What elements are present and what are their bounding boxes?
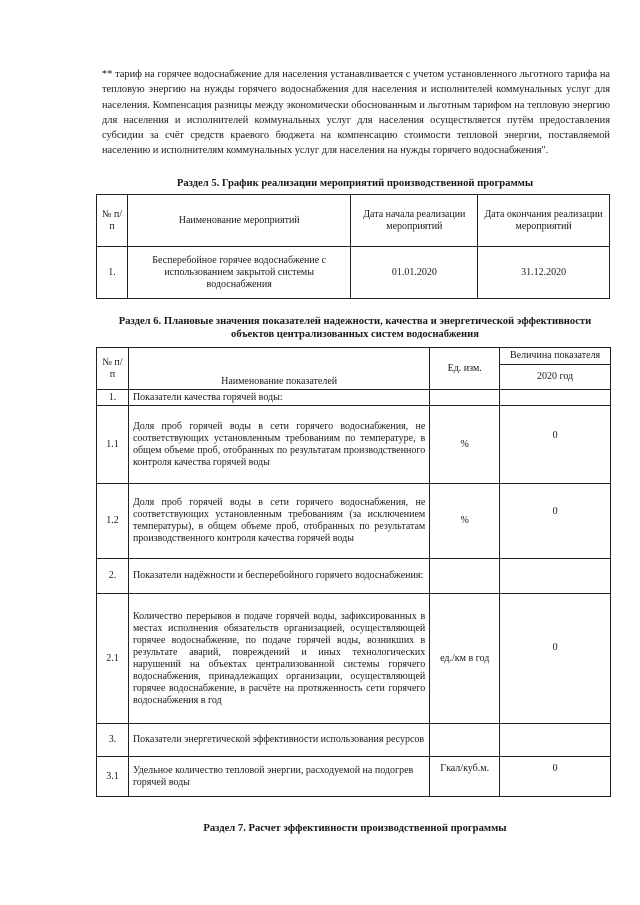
header-unit: Ед. изм. [430, 348, 500, 390]
header-name: Наименование мероприятий [127, 195, 350, 247]
row-value [500, 390, 611, 406]
header-start: Дата начала реализации мероприятий [351, 195, 478, 247]
row-num: 3.1 [97, 757, 129, 797]
row-value [500, 724, 611, 757]
row-num: 1. [97, 247, 128, 299]
header-end: Дата окончания реализации мероприятий [478, 195, 610, 247]
row-unit [430, 390, 500, 406]
row-name: Показатели энергетической эффективности использования ресурсов [128, 724, 429, 757]
row-value: 0 [500, 406, 611, 484]
row-unit [430, 724, 500, 757]
table-row [97, 247, 610, 299]
row-name: Количество перерывов в подаче горячей воды, зафиксированных в местах исполнения обязательств организацией, осуществляющей горячее водоснабжение, по подаче горячей воды, возникших в результате аварий, повреждений и иных технологических нарушений на объектах централизованной системы горячего водоснабжения, принадлежащих организации, осуществляющей горячее водоснабжение, в расчёте на протяженность сети горячего водоснабжения в год [128, 594, 429, 724]
row-unit: Гкал/куб.м. [430, 757, 500, 797]
section6-table [96, 347, 611, 797]
row-value [500, 559, 611, 594]
row-value: 0 [500, 484, 611, 559]
row-name: Удельное количество тепловой энергии, расходуемой на подогрев горячей воды [128, 757, 429, 797]
header-value: Величина показателя [500, 348, 611, 365]
row-name: Доля проб горячей воды в сети горячего водоснабжения, не соответствующих установленным требованиям (за исключением температуры), в общем объеме проб, отобранных по результатам производственного контроля качества горячей воды [128, 484, 429, 559]
row-value: 0 [500, 757, 611, 797]
row-unit: % [430, 484, 500, 559]
table-row [97, 390, 611, 406]
header-name: Наименование показателей [128, 348, 429, 390]
table-row [97, 724, 611, 757]
row-name: Бесперебойное горячее водоснабжение с использованием закрытой системы водоснабжения [127, 247, 350, 299]
table-row [97, 406, 611, 484]
section5-title: Раздел 5. График реализации мероприятий производственной программы [176, 178, 534, 189]
section5-header-row [97, 195, 610, 247]
table-row [97, 757, 611, 797]
row-unit [430, 559, 500, 594]
row-name: Доля проб горячей воды в сети горячего водоснабжения, не соответствующих установленным требованиям по температуре, в общем объеме проб, отобранных по результатам производственного контроля качества горячей воды [128, 406, 429, 484]
row-name: Показатели качества горячей воды: [128, 390, 429, 406]
row-num: 2.1 [97, 594, 129, 724]
section5-table [96, 194, 610, 299]
row-name: Показатели надёжности и бесперебойного горячего водоснабжения: [128, 559, 429, 594]
table-row [97, 484, 611, 559]
row-num: 1.2 [97, 484, 129, 559]
row-unit: ед./км в год [430, 594, 500, 724]
row-value: 0 [500, 594, 611, 724]
row-num: 2. [97, 559, 129, 594]
row-unit: % [430, 406, 500, 484]
row-num: 1. [97, 390, 129, 406]
table-row [97, 594, 611, 724]
row-num: 1.1 [97, 406, 129, 484]
intro-paragraph: ** тариф на горячее водоснабжение для населения устанавливается с учетом установленного льготного тарифа на тепловую энергию на нужды горячего водоснабжения для населения и исполнителей коммунальных услуг для населения. Компенсация разницы между экономически обоснованным и льготным тарифом на тепловую энергию для населения и исполнителей коммунальных услуг для населения осуществляется путём предоставления субсидии за счёт средств краевого бюджета на компенсацию стоимости тепловой энергии, поставляемой населению и исполнителям коммунальных услуг для населения на нужды горячего водоснабжения". [102, 69, 610, 157]
section6-header-row [97, 348, 611, 365]
section6-title: Раздел 6. Плановые значения показателей надежности, качества и энергетической эффективности объектов централизованных систем водоснабжения [118, 316, 592, 340]
row-num: 3. [97, 724, 129, 757]
table-row [97, 559, 611, 594]
header-year: 2020 год [500, 365, 611, 390]
header-num: № п/п [97, 195, 128, 247]
section7-title: Раздел 7. Расчет эффективности производственной программы [203, 823, 507, 834]
row-start: 01.01.2020 [351, 247, 478, 299]
row-end: 31.12.2020 [478, 247, 610, 299]
header-num: № п/п [97, 348, 129, 390]
